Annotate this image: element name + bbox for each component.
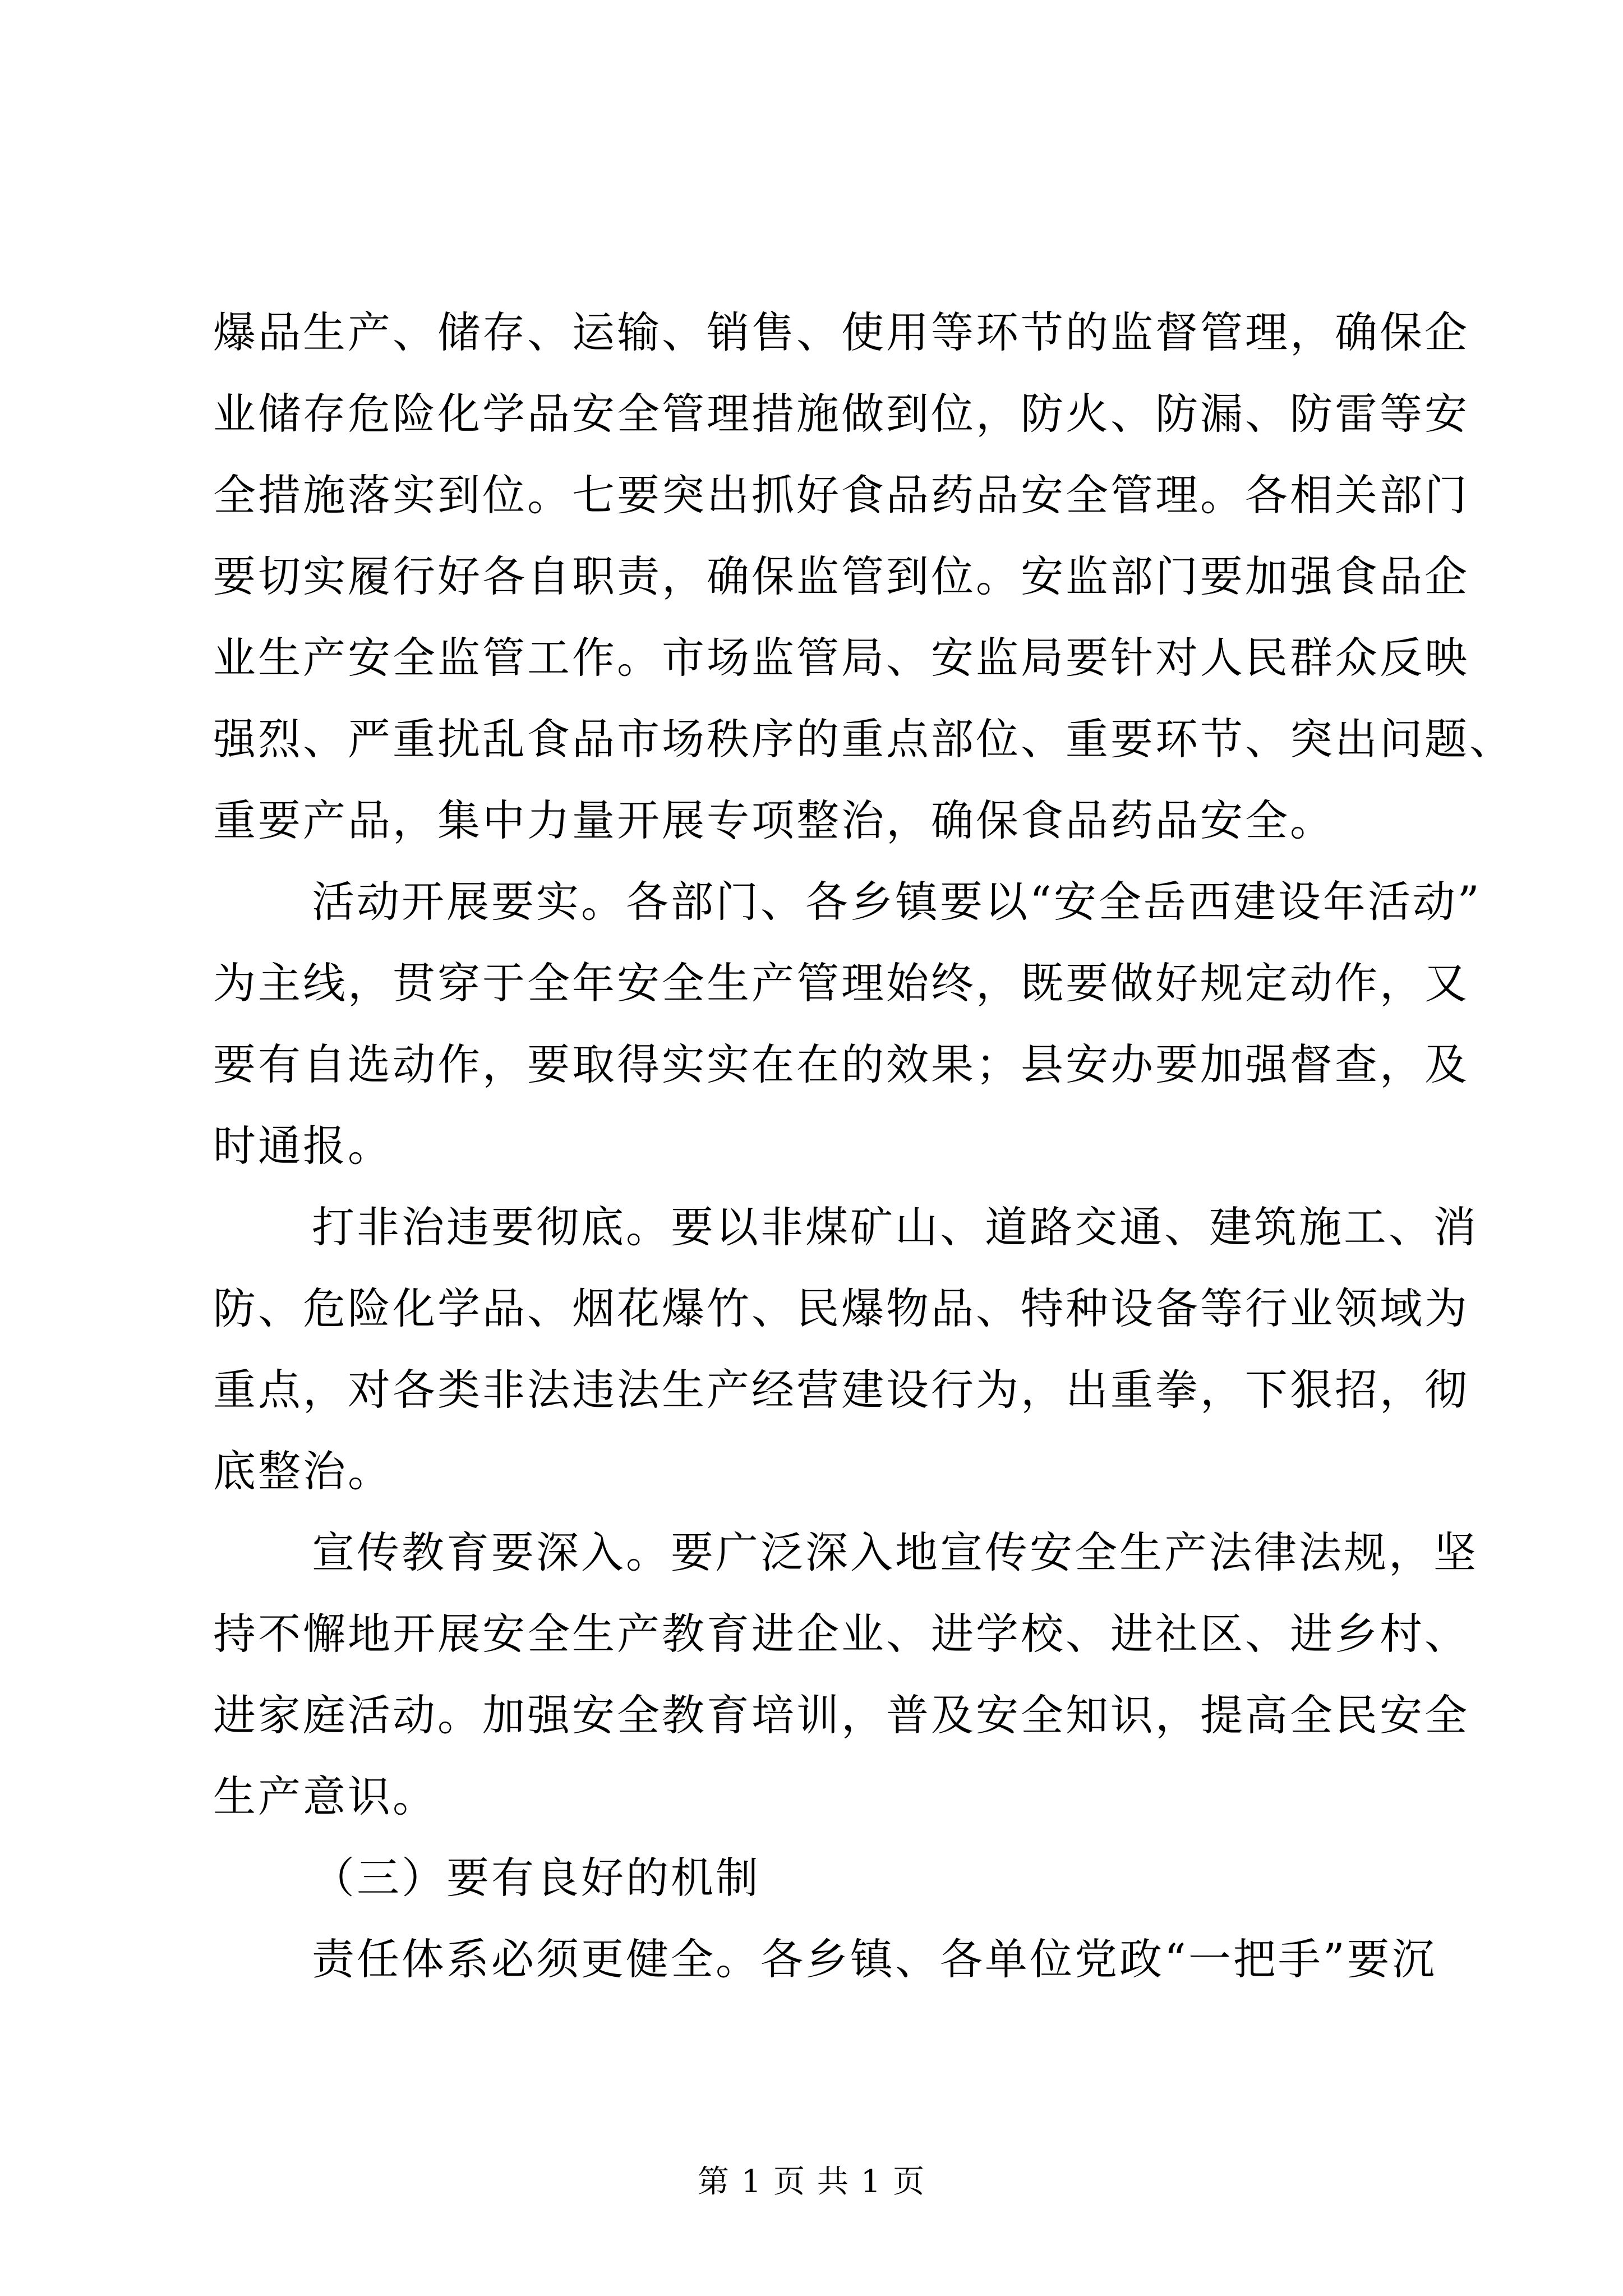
- text-line: 爆品生产、储存、运输、销售、使用等环节的监督管理，确保企: [213, 307, 1469, 357]
- paragraph-first-line: 责任体系必须更健全。各乡镇、各单位党政“一把手”要沉: [312, 1934, 1437, 1984]
- text-line: 重要产品，集中力量开展专项整治，确保食品药品安全。: [213, 795, 1335, 845]
- text-line: 生产意识。: [213, 1772, 437, 1821]
- document-body: [213, 292, 1514, 2000]
- text-line: 时通报。: [213, 1121, 393, 1171]
- text-line: 为主线，贯穿于全年安全生产管理始终，既要做好规定动作，又: [213, 958, 1469, 1008]
- paragraph-first-line: 宣传教育要深入。要广泛深入地宣传安全生产法律法规，坚: [312, 1527, 1478, 1577]
- text-line: 业生产安全监管工作。市场监管局、安监局要针对人民群众反映: [213, 633, 1469, 683]
- text-line: 全措施落实到位。七要突出抓好食品药品安全管理。各相关部门: [213, 470, 1469, 520]
- text-line: 重点，对各类非法违法生产经营建设行为，出重拳，下狠招，彻: [213, 1365, 1469, 1415]
- paragraph-first-line: 活动开展要实。各部门、各乡镇要以“安全岳西建设年活动”: [312, 877, 1482, 927]
- page-number-footer: 第 1 页 共 1 页: [697, 2164, 926, 2200]
- text-line: 底整治。: [213, 1446, 393, 1496]
- text-line: 业储存危险化学品安全管理措施做到位，防火、防漏、防雷等安: [213, 389, 1469, 439]
- paragraph-first-line: 打非治违要彻底。要以非煤矿山、道路交通、建筑施工、消: [312, 1202, 1478, 1252]
- text-line: 要切实履行好各自职责，确保监管到位。安监部门要加强食品企: [213, 551, 1469, 601]
- section-heading: （三）要有良好的机制: [312, 1853, 760, 1903]
- text-line: 进家庭活动。加强安全教育培训，普及安全知识，提高全民安全: [213, 1690, 1469, 1740]
- text-line: 防、危险化学品、烟花爆竹、民爆物品、特种设备等行业领域为: [213, 1283, 1469, 1333]
- text-line: 持不懈地开展安全生产教育进企业、进学校、进社区、进乡村、: [213, 1609, 1469, 1659]
- text-line: 要有自选动作，要取得实实在在的效果；县安办要加强督查，及: [213, 1039, 1469, 1089]
- text-line: 强烈、严重扰乱食品市场秩序的重点部位、重要环节、突出问题、: [213, 714, 1514, 764]
